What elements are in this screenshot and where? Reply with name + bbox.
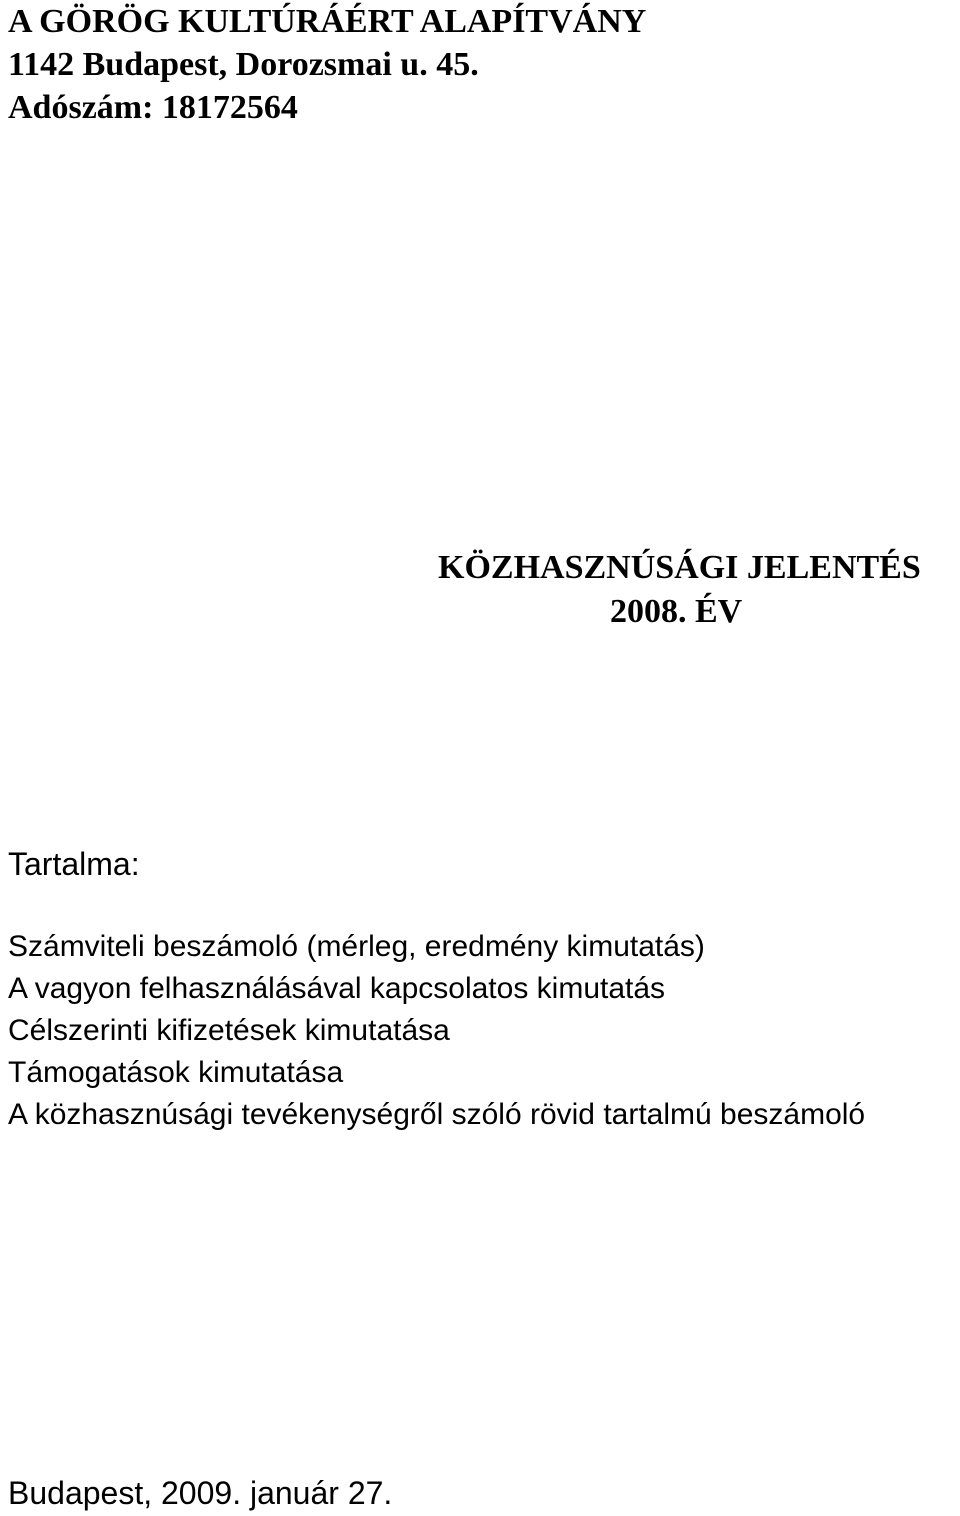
organization-name: A GÖRÖG KULTÚRÁÉRT ALAPÍTVÁNY (8, 3, 647, 40)
organization-address: 1142 Budapest, Dorozsmai u. 45. (8, 46, 479, 83)
contents-item: Támogatások kimutatása (8, 1056, 344, 1089)
place-and-date: Budapest, 2009. január 27. (8, 1475, 393, 1511)
report-title: KÖZHASZNÚSÁGI JELENTÉS (438, 549, 921, 586)
organization-header (8, 0, 646, 129)
organization-tax-number: Adószám: 18172564 (8, 89, 298, 126)
contents-item: Számviteli beszámoló (mérleg, eredmény kimutatás) (8, 930, 705, 963)
contents-list (8, 926, 865, 1136)
contents-item: A vagyon felhasználásával kapcsolatos kimutatás (8, 972, 666, 1005)
contents-item: A közhasznúsági tevékenységről szóló rövid tartalmú beszámoló (8, 1098, 866, 1131)
contents-item: Célszerinti kifizetések kimutatása (8, 1014, 450, 1047)
contents-label: Tartalma: (8, 846, 140, 882)
report-year: 2008. ÉV (610, 593, 743, 630)
